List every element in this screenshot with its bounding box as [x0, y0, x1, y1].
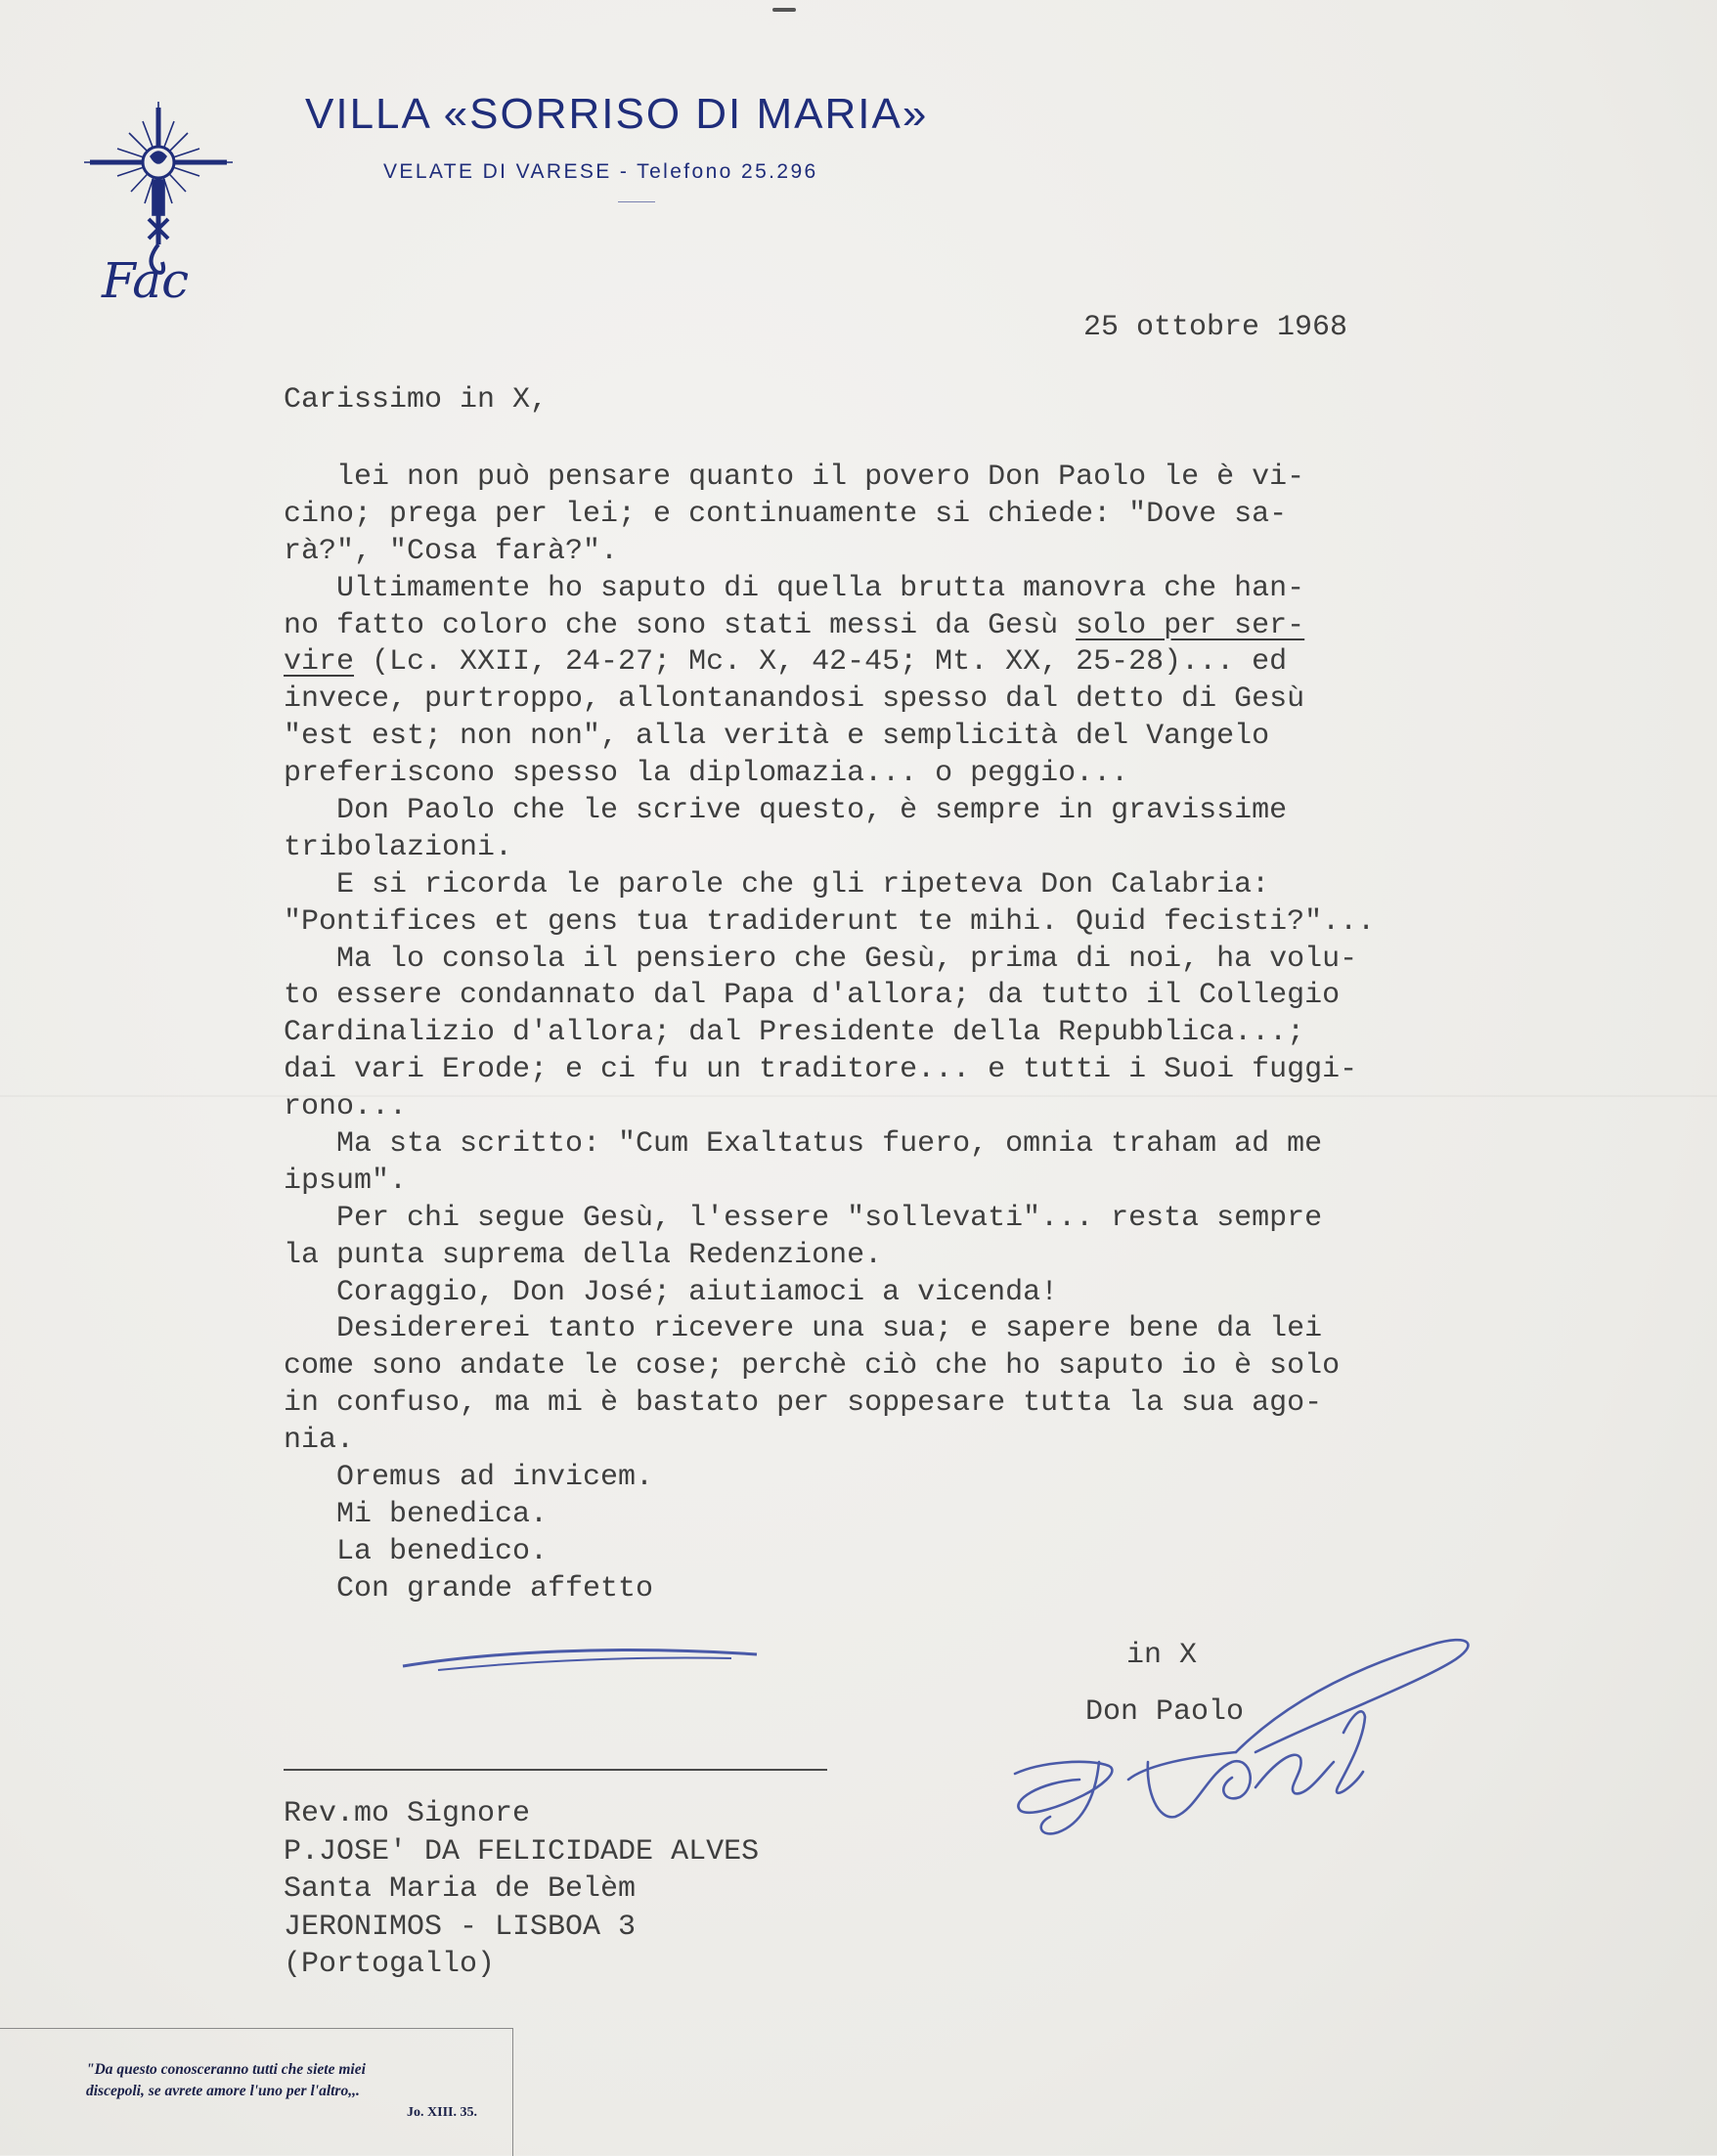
body-text-segment: Per chi segue Gesù, l'essere "sollevati"... resta sempre — [284, 1201, 1323, 1235]
body-text-segment: Cardinalizio d'allora; dal Presidente della Repubblica...; — [284, 1016, 1305, 1050]
body-line — [284, 534, 1516, 571]
body-line — [284, 1089, 1516, 1126]
body-text-segment: dai vari Erode; e ci fu un traditore... e tutti i Suoi fuggi- — [284, 1053, 1358, 1087]
body-text-segment: nia. — [284, 1424, 355, 1458]
body-text-segment: come sono andate le cose; perchè ciò che ho saputo io è solo — [284, 1349, 1341, 1384]
sunburst-cross-icon — [80, 98, 237, 303]
body-text-segment: Coraggio, Don José; aiutiamoci a vicenda! — [284, 1275, 1059, 1309]
body-text-segment: to essere condannato dal Papa d'allora; da tutto il Collegio — [284, 979, 1341, 1013]
footer-quote — [86, 2059, 477, 2124]
staple-mark — [772, 8, 796, 12]
address-line: P.JOSE' DA FELICIDADE ALVES — [284, 1834, 760, 1869]
body-line — [284, 1423, 1516, 1460]
letterhead-title: VILLA «SORRISO DI MARIA» — [305, 90, 929, 138]
letter-body — [284, 460, 1516, 1608]
body-line — [284, 1311, 1516, 1348]
recipient-address — [284, 1795, 759, 1984]
body-line — [284, 571, 1516, 608]
body-text-segment: tribolazioni. — [284, 830, 513, 864]
address-line: Rev.mo Signore — [284, 1797, 531, 1830]
footer-reference: Jo. XIII. 35. — [407, 2105, 477, 2120]
body-text-segment: preferiscono spesso la diplomazia... o peggio... — [284, 757, 1129, 791]
body-text-segment: la punta suprema della Redenzione. — [284, 1238, 883, 1272]
body-text-segment: in confuso, ma mi è bastato per soppesare tutta la sua ago- — [284, 1386, 1323, 1421]
body-text-segment: rà?", "Cosa farà?". — [284, 534, 619, 568]
body-text-segment: no fatto coloro che sono stati messi da Gesù — [284, 608, 1077, 642]
body-line — [284, 756, 1516, 793]
body-text-segment: "Pontifices et gens tua tradiderunt te mihi. Quid fecisti?"... — [284, 904, 1376, 939]
body-text-segment: Ma lo consola il pensiero che Gesù, prima di noi, ha volu- — [284, 942, 1358, 976]
body-text-segment: Ma sta scritto: "Cum Exaltatus fuero, omnia traham ad me — [284, 1127, 1323, 1162]
closing-name: Don Paolo — [1085, 1695, 1245, 1729]
address-separator — [284, 1769, 827, 1771]
footer-quote-line1: "Da questo conosceranno tutti che siete miei — [86, 2061, 366, 2078]
body-text-segment: (Lc. XXII, 24-27; Mc. X, 42-45; Mt. XX, 25-28)... ed — [354, 645, 1288, 680]
logo-text: Fac — [102, 252, 190, 303]
body-text-segment: Oremus ad invicem. — [284, 1461, 654, 1495]
body-line — [284, 830, 1516, 867]
body-line — [284, 1126, 1516, 1164]
body-line — [284, 644, 1516, 682]
body-line — [284, 460, 1516, 497]
body-line — [284, 1497, 1516, 1534]
body-text-segment: Mi benedica. — [284, 1497, 549, 1531]
body-line — [284, 1460, 1516, 1497]
body-text-segment: cino; prega per lei; e continuamente si chiede: "Dove sa- — [284, 497, 1288, 531]
body-text-segment: rono... — [284, 1090, 408, 1124]
body-line — [284, 1015, 1516, 1052]
underlined-phrase: solo per ser- — [1076, 608, 1305, 642]
body-line — [284, 1348, 1516, 1386]
body-line — [284, 1571, 1516, 1608]
body-text-segment: Desidererei tanto ricevere una sua; e sapere bene da lei — [284, 1312, 1323, 1346]
body-text-segment: Con grande affetto — [284, 1571, 654, 1606]
body-text-segment: "est est; non non", alla verità e semplicità del Vangelo — [284, 720, 1270, 754]
letterhead-divider — [618, 201, 655, 202]
body-text-segment: La benedico. — [284, 1534, 549, 1568]
body-line — [284, 978, 1516, 1015]
body-line — [284, 1238, 1516, 1275]
body-line — [284, 497, 1516, 534]
address-line: Santa Maria de Belèm — [284, 1872, 637, 1906]
body-line — [284, 904, 1516, 942]
letterhead-subtitle: VELATE DI VARESE - Telefono 25.296 — [383, 160, 818, 183]
handwritten-signature — [1001, 1615, 1490, 1870]
body-line — [284, 1386, 1516, 1423]
body-text-segment: E si ricorda le parole che gli ripeteva Don Calabria: — [284, 867, 1270, 902]
body-text-segment: invece, purtroppo, allontanandosi spesso dal detto di Gesù — [284, 682, 1305, 717]
body-line — [284, 719, 1516, 756]
salutation: Carissimo in X, — [284, 383, 549, 417]
body-line — [284, 793, 1516, 830]
body-line — [284, 1201, 1516, 1238]
letter-date: 25 ottobre 1968 — [1083, 311, 1348, 344]
body-text-segment: lei non può pensare quanto il povero Don Paolo le è vi- — [284, 461, 1305, 494]
body-text-segment: Don Paolo che le scrive questo, è sempre in gravissime — [284, 794, 1288, 828]
address-line: (Portogallo) — [284, 1948, 496, 1981]
closing-in-x: in X — [1126, 1639, 1198, 1672]
underlined-phrase: vire — [284, 645, 355, 680]
body-text-segment: Ultimamente ho saputo di quella brutta manovra che han- — [284, 571, 1305, 605]
body-line — [284, 1164, 1516, 1201]
footer-quote-line2: discepoli, se avrete amore l'uno per l'altro,,. — [86, 2083, 360, 2099]
body-line — [284, 1275, 1516, 1312]
body-line — [284, 682, 1516, 719]
body-line — [284, 867, 1516, 904]
body-line — [284, 608, 1516, 645]
body-line — [284, 1534, 1516, 1571]
body-text-segment: ipsum". — [284, 1164, 408, 1198]
address-line: JERONIMOS - LISBOA 3 — [284, 1910, 637, 1944]
underline-flourish — [399, 1635, 761, 1674]
body-line — [284, 1052, 1516, 1089]
body-line — [284, 942, 1516, 979]
